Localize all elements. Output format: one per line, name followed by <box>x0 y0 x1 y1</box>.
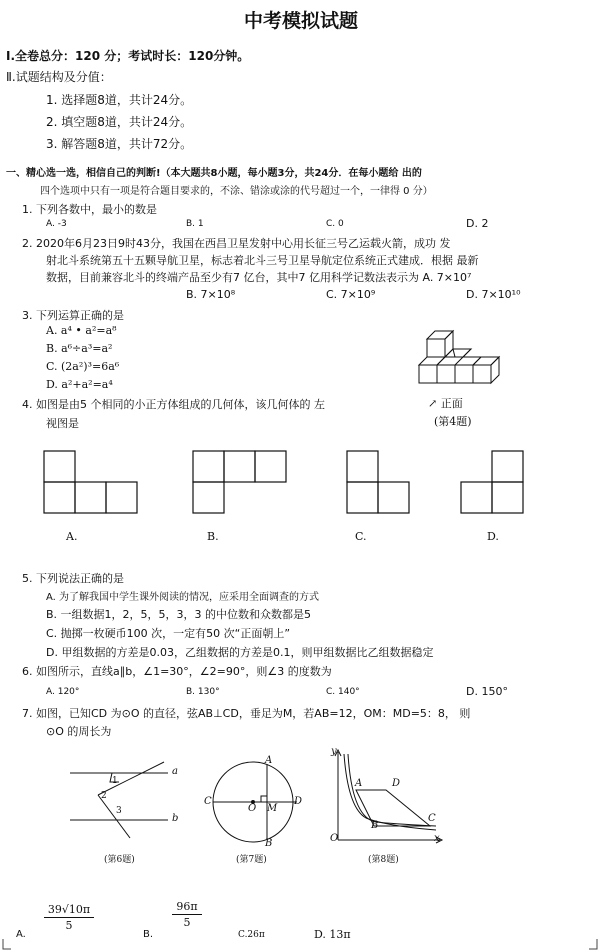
fig8-label-x: x <box>434 833 440 844</box>
arrow-icon: ↗ <box>428 397 438 410</box>
q6-option-c: C. 140° <box>326 687 360 697</box>
q2-option-c: C. 7×10⁹ <box>326 288 376 301</box>
q2-option-b: B. 7×10⁸ <box>186 288 236 301</box>
fig7-label-c: C <box>204 796 212 807</box>
q3-option-c: C. (2a²)³=6a⁶ <box>46 360 120 373</box>
q7-option-a-numerator: 39√10π <box>47 903 91 916</box>
q7-option-a-denominator: 5 <box>65 919 73 932</box>
fig8-caption: (第8题) <box>368 855 399 865</box>
page-corner-left <box>2 938 12 950</box>
q7-option-b-denominator: 5 <box>183 916 191 929</box>
fig7-diagram <box>205 752 305 852</box>
q7-option-b-fraction <box>172 900 202 929</box>
fig7-label-a: A <box>265 755 273 766</box>
q4-option-c-figure <box>346 450 412 514</box>
q4-option-b-figure <box>192 450 288 514</box>
fraction-bar <box>44 917 94 918</box>
fig8-label-b: B <box>371 820 379 831</box>
header-item-3: 3. 解答题8道，共计72分。 <box>46 137 193 151</box>
fig6-label-2: 2 <box>101 791 107 801</box>
page-corner-right <box>588 938 598 950</box>
q5-option-b: B. 一组数据1，2，5，5，3，3 的中位数和众数都是5 <box>46 608 312 621</box>
q2-option-d: D. 7×10¹⁰ <box>466 288 521 301</box>
header-item-1: 1. 选择题8道，共计24分。 <box>46 93 193 107</box>
q2-line-1: 2. 2020年6月23日9时43分，我国在西昌卫星发射中心用长征三号乙运载火箭，成功 发 <box>22 237 451 250</box>
q1-option-c: C. 0 <box>326 219 344 229</box>
q4-option-a-figure <box>43 450 139 514</box>
q4-option-b-label: B. <box>207 530 219 543</box>
fig7-label-o: O <box>248 803 257 814</box>
section-heading-2: 四个选项中只有一项是符合题目要求的，不涂、错涂或涂的代号超过一个，一律得 0 分） <box>40 186 433 197</box>
fig6-caption: (第6题) <box>104 855 135 865</box>
q7-option-a-label: A. <box>16 929 26 940</box>
q7-option-c: C.26π <box>238 930 265 940</box>
q4-cube-figure <box>415 327 505 389</box>
q7-option-b-label: B. <box>143 929 154 940</box>
fig6-label-b: b <box>172 813 179 824</box>
section-heading: 一、精心选一选，相信自己的判断!（本大题共8小题，每小题3分，共24分．在每小题给 出的 <box>6 168 422 179</box>
fig8-label-d: D <box>392 778 401 789</box>
fig8-label-y: y <box>331 746 337 757</box>
header-total: Ⅰ.全卷总分：120 分；考试时长：120分钟。 <box>6 49 250 63</box>
q6-option-b: B. 130° <box>186 687 220 697</box>
q4-option-d-label: D. <box>487 530 499 543</box>
fraction-bar <box>172 914 202 915</box>
q6-stem: 6. 如图所示，直线a∥b，∠1=30°，∠2=90°，则∠3 的度数为 <box>22 665 332 678</box>
q7-option-a-fraction <box>44 903 94 932</box>
q7-option-b-numerator: 96π <box>176 900 198 913</box>
q3-option-b: B. a⁶÷a³=a² <box>46 342 113 355</box>
fig7-label-d: D <box>294 796 303 807</box>
fig8-label-a: A <box>355 778 363 789</box>
fig7-label-m: M <box>267 803 278 814</box>
fig8-diagram <box>326 748 446 848</box>
q5-option-c: C. 抛掷一枚硬币100 次，一定有50 次“正面朝上” <box>46 627 291 640</box>
fig6-label-a: a <box>172 766 178 777</box>
q4-option-c-label: C. <box>355 530 367 543</box>
q4-front-label <box>428 395 463 411</box>
fig6-diagram <box>68 760 188 840</box>
q2-line-3: 数据，目前兼容北斗的终端产品至少有7 亿台，其中7 亿用科学记数法表示为 A. 7×10⁷ <box>46 271 472 284</box>
q1-option-a: A. -3 <box>46 219 67 229</box>
header-item-2: 2. 填空题8道，共计24分。 <box>46 115 193 129</box>
q4-line-2: 视图是 <box>46 417 79 430</box>
q2-line-2: 射北斗系统第五十五颗导航卫星，标志着北斗三号卫星导航定位系统正式建成．根据 最新 <box>46 254 479 267</box>
fig8-label-c: C <box>428 813 436 824</box>
fig8-label-o: O <box>330 833 339 844</box>
q3-option-d: D. a²+a²=a⁴ <box>46 378 113 391</box>
fig7-label-b: B <box>265 838 273 849</box>
q1-option-b: B. 1 <box>186 219 204 229</box>
fig7-caption: (第7题) <box>236 855 267 865</box>
q7-line-1: 7. 如图，已知CD 为⊙O 的直径，弦AB⊥CD，垂足为M，若AB=12，OM：MD=5：8， 则 <box>22 707 471 720</box>
q5-stem: 5. 下列说法正确的是 <box>22 572 124 585</box>
q3-stem: 3. 下列运算正确的是 <box>22 309 124 322</box>
fig6-label-3: 3 <box>116 806 122 816</box>
q6-option-a: A. 120° <box>46 687 80 697</box>
q7-option-d: D. 13π <box>314 928 351 941</box>
q6-option-d: D. 150° <box>466 685 508 698</box>
q5-option-a: A. 为了解我国中学生课外阅读的情况，应采用全面调查的方式 <box>46 592 320 603</box>
q5-option-d: D. 甲组数据的方差是0.03，乙组数据的方差是0.1，则甲组数据比乙组数据稳定 <box>46 646 434 659</box>
header-structure: Ⅱ.试题结构及分值： <box>6 70 112 84</box>
q1-stem: 1. 下列各数中，最小的数是 <box>22 203 157 216</box>
q3-option-a: A. a⁴ • a²=a⁸ <box>46 324 117 337</box>
q4-figure-caption: (第4题) <box>434 415 472 428</box>
q4-option-a-label: A. <box>66 530 78 543</box>
q1-option-d: D. 2 <box>466 217 489 230</box>
fig6-label-1: 1 <box>112 776 118 786</box>
q4-front-text: 正面 <box>440 397 463 410</box>
q4-line-1: 4. 如图是由5 个相同的小正方体组成的几何体，该几何体的 左 <box>22 398 325 411</box>
q7-line-2: ⊙O 的周长为 <box>46 725 112 738</box>
q4-option-d-figure <box>460 450 526 514</box>
page-title: 中考模拟试题 <box>243 10 358 32</box>
